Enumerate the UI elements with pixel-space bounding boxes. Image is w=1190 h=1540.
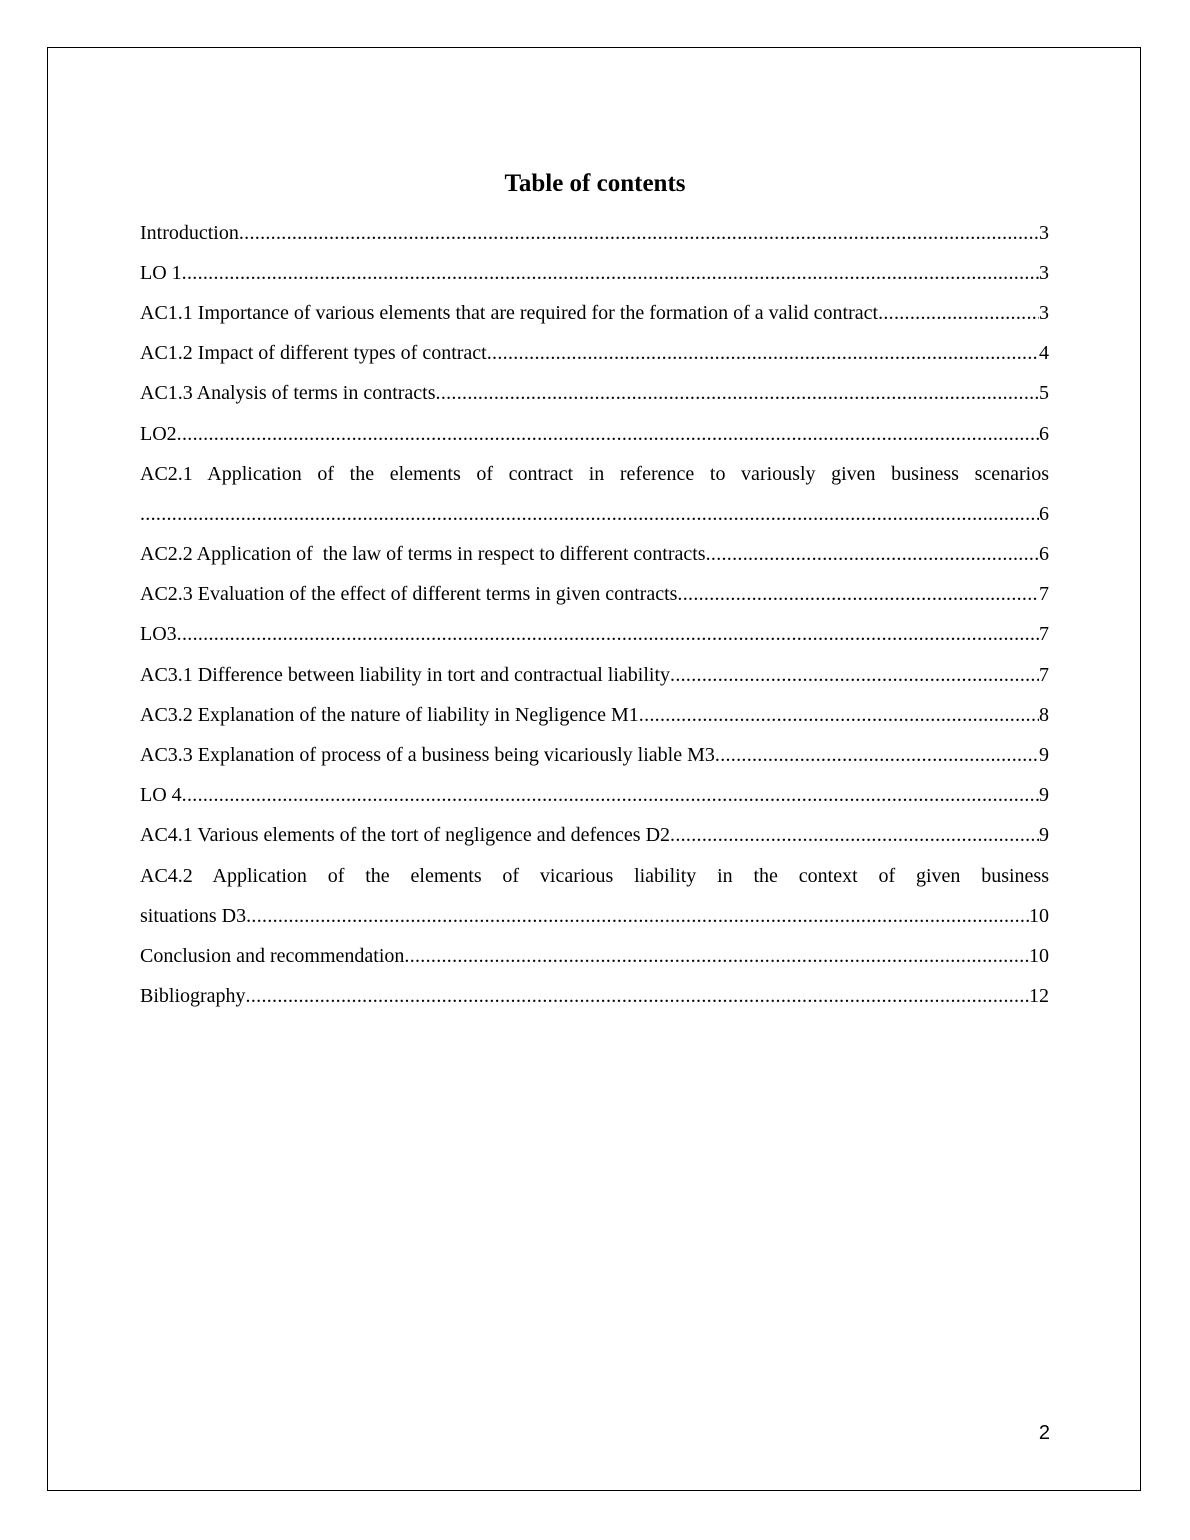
toc-entry-page: 7 <box>1039 663 1049 686</box>
toc-entry-ac1-2[interactable] <box>140 334 1049 374</box>
dot-leader <box>182 262 1039 285</box>
toc-entry-page: 5 <box>1039 382 1049 405</box>
toc-entry-page: 10 <box>1029 944 1049 967</box>
toc-entry-lo4[interactable] <box>140 776 1049 816</box>
toc-entry-lo3[interactable] <box>140 615 1049 655</box>
toc-entry-label: AC3.3 Explanation of process of a business being vicariously liable M3 <box>140 744 715 767</box>
toc-entry-page: 3 <box>1039 301 1049 324</box>
toc-entry-label: LO 4 <box>140 784 182 807</box>
dot-leader <box>404 945 1029 968</box>
toc-entry-ac3-1[interactable] <box>140 655 1049 695</box>
page-number: 2 <box>1038 1422 1050 1444</box>
toc-entry-ac2-2[interactable] <box>140 535 1049 575</box>
dot-leader <box>140 503 1039 526</box>
toc-entry-ac1-1[interactable] <box>140 293 1049 333</box>
toc-entry-ac4-2-continuation[interactable] <box>140 896 1049 936</box>
toc-entry-label: Introduction <box>140 221 239 244</box>
toc-entry-page: 4 <box>1039 342 1049 365</box>
toc-entry-page: 10 <box>1029 904 1049 927</box>
dot-leader <box>677 583 1039 606</box>
toc-entry-page: 9 <box>1039 744 1049 767</box>
toc-entry-label: Conclusion and recommendation <box>140 944 405 967</box>
dot-leader <box>246 985 1029 1008</box>
toc-entry-label: AC4.2 Application of the elements of vicarious liability in the context of given business <box>140 864 1049 887</box>
toc-entry-ac3-3[interactable] <box>140 735 1049 775</box>
toc-entry-ac4-1[interactable] <box>140 816 1049 856</box>
toc-entry-label-continuation: situations D3 <box>140 904 247 927</box>
toc-entry-label: AC2.1 Application of the elements of contract in reference to variously given business scenarios <box>140 462 1049 485</box>
toc-entry-label: AC3.2 Explanation of the nature of liability in Negligence M1 <box>140 703 639 726</box>
dot-leader <box>182 784 1039 807</box>
toc-entry-lo2[interactable] <box>140 414 1049 454</box>
toc-entry-page: 9 <box>1039 784 1049 807</box>
toc-entry-label: AC4.1 Various elements of the tort of negligence and defences D2 <box>140 824 671 847</box>
toc-entry-label: AC3.1 Difference between liability in tort and contractual liability <box>140 663 671 686</box>
toc-entry-page: 9 <box>1039 824 1049 847</box>
toc-entry-label: AC1.2 Impact of different types of contract <box>140 342 487 365</box>
table-of-contents <box>140 213 1049 1017</box>
toc-entry-ac2-1[interactable] <box>140 454 1049 494</box>
toc-entry-page: 12 <box>1029 985 1049 1008</box>
toc-entry-label: Bibliography <box>140 985 246 1008</box>
toc-entry-page: 6 <box>1039 422 1049 445</box>
page-title: Table of contents <box>504 170 686 197</box>
dot-leader <box>715 744 1039 767</box>
dot-leader <box>239 222 1039 245</box>
dot-leader <box>670 664 1039 687</box>
dot-leader <box>246 905 1029 928</box>
toc-entry-label: LO2 <box>140 422 177 445</box>
toc-entry-page: 8 <box>1039 703 1049 726</box>
toc-entry-label: LO 1 <box>140 261 182 284</box>
toc-entry-ac4-2[interactable] <box>140 856 1049 896</box>
dot-leader <box>670 824 1039 847</box>
toc-entry-page: 7 <box>1039 583 1049 606</box>
toc-entry-label: AC2.3 Evaluation of the effect of different terms in given contracts <box>140 583 678 606</box>
toc-entry-label: AC1.1 Importance of various elements that are required for the formation of a valid contract <box>140 301 879 324</box>
toc-entry-page: 7 <box>1039 623 1049 646</box>
toc-entry-label: AC2.2 Application of the law of terms in respect to different contracts <box>140 543 706 566</box>
dot-leader <box>878 302 1039 325</box>
toc-entry-ac2-1-continuation[interactable] <box>140 494 1049 534</box>
toc-entry-introduction[interactable] <box>140 213 1049 253</box>
toc-entry-ac3-2[interactable] <box>140 695 1049 735</box>
toc-entry-page: 6 <box>1039 502 1049 525</box>
toc-entry-ac1-3[interactable] <box>140 374 1049 414</box>
toc-entry-label: LO3 <box>140 623 177 646</box>
dot-leader <box>706 543 1039 566</box>
dot-leader <box>639 704 1039 727</box>
dot-leader <box>436 382 1039 405</box>
dot-leader <box>177 623 1039 646</box>
toc-entry-label: AC1.3 Analysis of terms in contracts <box>140 382 436 405</box>
toc-entry-bibliography[interactable] <box>140 977 1049 1017</box>
toc-entry-page: 3 <box>1039 261 1049 284</box>
toc-entry-ac2-3[interactable] <box>140 575 1049 615</box>
toc-entry-lo1[interactable] <box>140 253 1049 293</box>
toc-entry-page: 6 <box>1039 543 1049 566</box>
dot-leader <box>177 423 1039 446</box>
dot-leader <box>487 342 1039 365</box>
toc-entry-page: 3 <box>1039 221 1049 244</box>
toc-entry-conclusion[interactable] <box>140 936 1049 976</box>
